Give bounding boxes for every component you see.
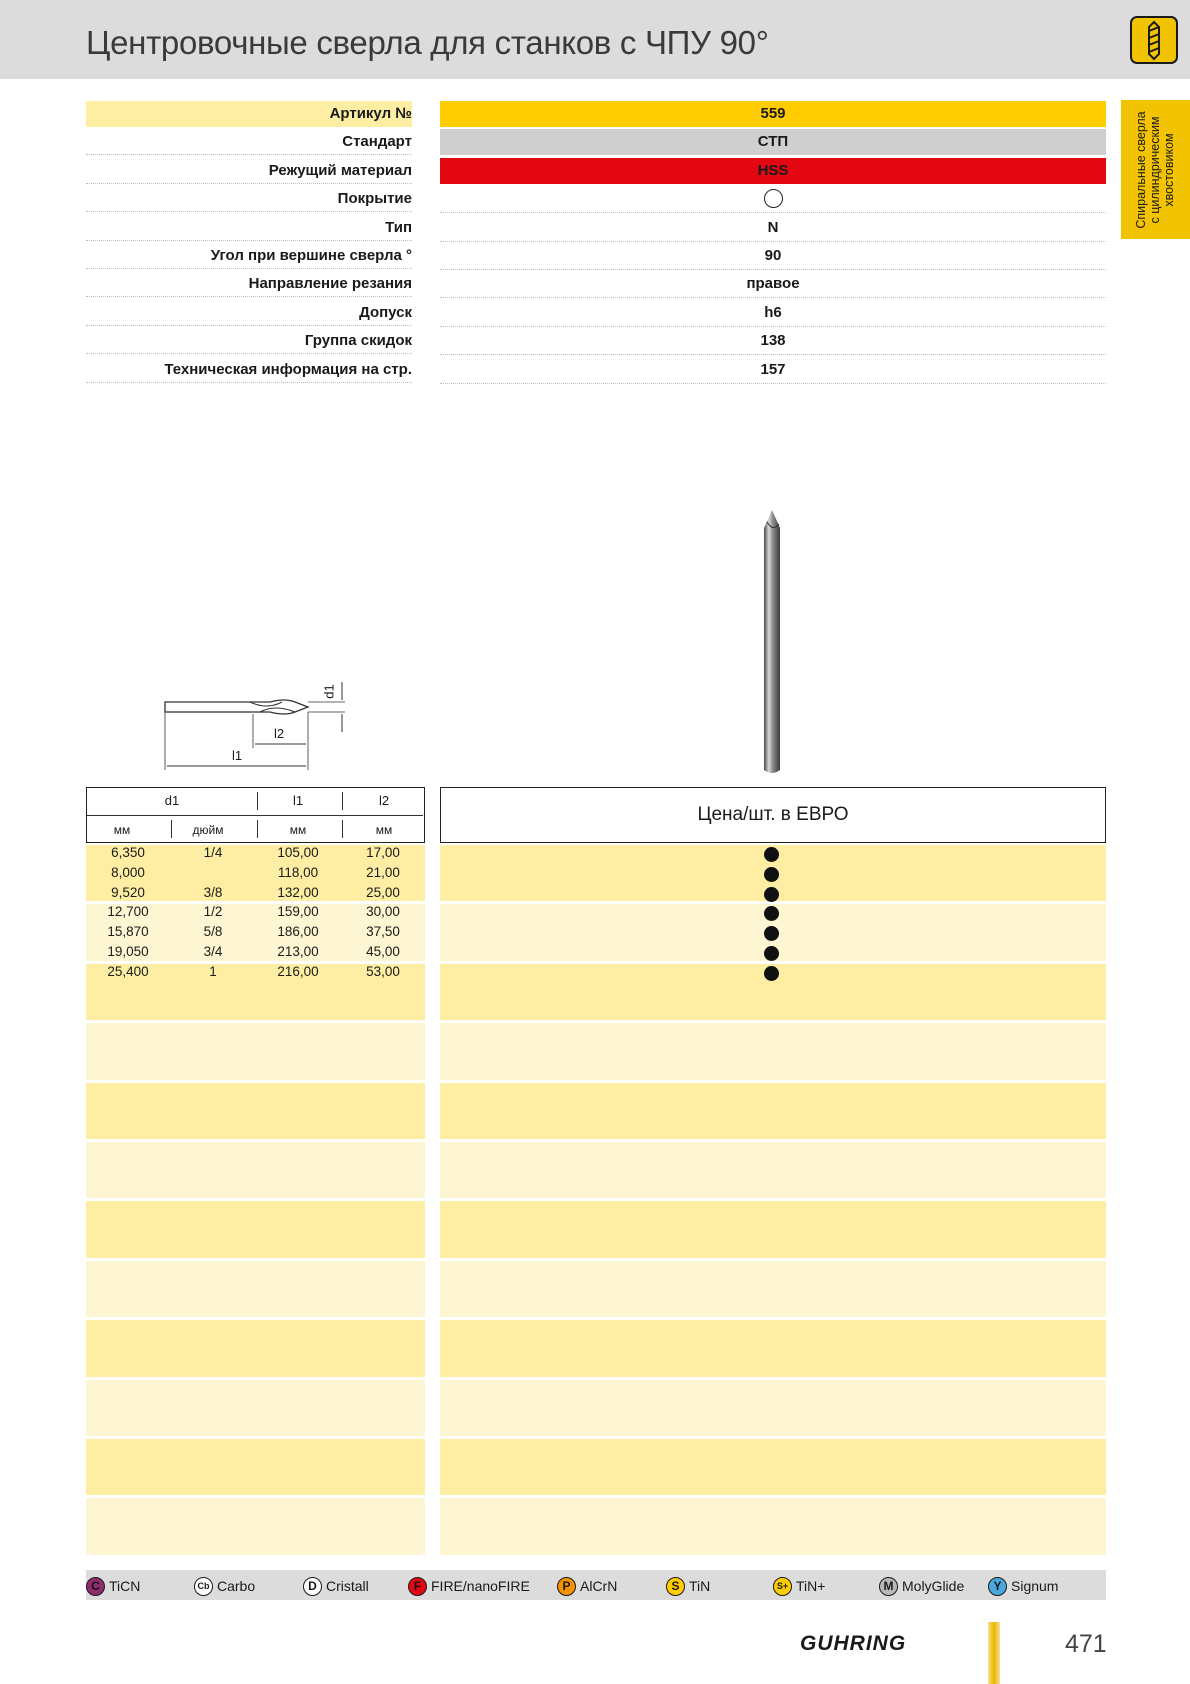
spec-row: [86, 158, 1106, 184]
spec-label: Группа скидок: [86, 328, 412, 354]
table-cell-d1-mm: 8,000: [111, 864, 145, 880]
table-cell-l1: 186,00: [277, 924, 319, 940]
coating-badge-icon: D: [303, 1577, 322, 1596]
spec-label: Тип: [86, 215, 412, 241]
drill-logo-icon: [1130, 16, 1178, 64]
spec-row: [86, 215, 1106, 241]
table-band: [86, 1023, 425, 1079]
table-cell-l2: 25,00: [366, 884, 400, 900]
spec-label: Покрытие: [86, 186, 412, 212]
spec-label: Направление резания: [86, 271, 412, 297]
table-band: [86, 1320, 425, 1376]
table-cell-l1: 159,00: [277, 904, 319, 920]
table-cell-d1-inch: 1/2: [203, 904, 223, 920]
legend-label: TiN: [689, 1578, 711, 1594]
table-band: [86, 1142, 425, 1198]
legend-item: [194, 1576, 255, 1596]
coating-badge-icon: C: [86, 1577, 105, 1596]
table-band: [440, 1261, 1106, 1317]
spec-label: Угол при вершине сверла °: [86, 243, 412, 269]
spec-row: [86, 300, 1106, 326]
spec-row: [86, 243, 1106, 269]
table-cell-d1-mm: 15,870: [107, 924, 149, 940]
spec-value: N: [440, 215, 1106, 242]
table-cell-l2: 17,00: [366, 845, 400, 860]
dimension-table-header: [86, 787, 425, 843]
col-header-l1: l1: [292, 793, 304, 808]
spec-value: 559: [440, 101, 1106, 127]
table-band: [440, 1142, 1106, 1198]
table-cell-l1: 216,00: [277, 963, 319, 979]
spec-row: [86, 186, 1106, 212]
availability-dot-icon: [764, 847, 779, 862]
col-unit-mm: мм: [289, 823, 307, 837]
col-unit-mm: мм: [113, 823, 131, 837]
col-header-l2: l2: [378, 793, 390, 808]
table-band: [440, 1201, 1106, 1257]
legend-item: [86, 1576, 140, 1596]
spec-row: [86, 271, 1106, 297]
legend-label: Cristall: [326, 1578, 369, 1594]
table-band: [86, 1380, 425, 1436]
table-cell-l1: 213,00: [277, 944, 319, 959]
coating-badge-icon: M: [879, 1577, 898, 1596]
table-cell-l2: 45,00: [366, 944, 400, 959]
spec-label: Артикул №: [86, 101, 412, 127]
legend-item: [557, 1576, 617, 1596]
table-cell-l1: 118,00: [277, 864, 319, 880]
spec-value: правое: [440, 271, 1106, 298]
table-cell-d1-mm: 12,700: [107, 904, 149, 920]
table-band: [86, 1439, 425, 1495]
coating-badge-icon: Y: [988, 1577, 1007, 1596]
table-band: [440, 1439, 1106, 1495]
table-cell-d1-inch: 3/4: [203, 944, 223, 959]
table-band: [86, 1083, 425, 1139]
table-band: [440, 1320, 1106, 1376]
coating-badge-icon: F: [408, 1577, 427, 1596]
table-cell-l1: 105,00: [277, 845, 319, 860]
availability-dot-icon: [764, 966, 779, 981]
spec-value: h6: [440, 300, 1106, 327]
col-unit-inch: дюйм: [192, 823, 224, 837]
table-cell-l2: 30,00: [366, 904, 400, 920]
spec-label: Допуск: [86, 300, 412, 326]
dimension-label-l1: l1: [232, 748, 243, 763]
table-band: [440, 1380, 1106, 1436]
table-cell-l2: 53,00: [366, 963, 400, 979]
legend-item: [408, 1576, 530, 1596]
legend-item: [773, 1576, 825, 1596]
legend-item: [879, 1576, 964, 1596]
legend-label: Signum: [1011, 1578, 1059, 1594]
table-band: [86, 1201, 425, 1257]
legend-item: [666, 1576, 710, 1596]
page-header: [0, 0, 1190, 79]
legend-label: FIRE/nanoFIRE: [431, 1578, 530, 1594]
legend-label: MolyGlide: [902, 1578, 965, 1594]
spec-value: 157: [440, 357, 1106, 384]
legend-label: TiCN: [109, 1578, 141, 1594]
empty-circle-icon: [764, 189, 783, 208]
spec-value: 138: [440, 328, 1106, 355]
table-band: [440, 1023, 1106, 1079]
page-number: 471: [1065, 1630, 1107, 1658]
availability-dot-icon: [764, 946, 779, 961]
coating-badge-icon: P: [557, 1577, 576, 1596]
table-cell-l2: 21,00: [366, 864, 400, 880]
legend-label: TiN+: [796, 1578, 826, 1594]
table-cell-d1-mm: 9,520: [111, 884, 145, 900]
spec-label: Техническая информация на стр.: [86, 357, 412, 383]
category-side-tab[interactable]: [1121, 100, 1190, 239]
table-band: [86, 1498, 425, 1554]
spec-row: [86, 101, 1106, 127]
spec-value: [440, 186, 1106, 213]
spec-label: Стандарт: [86, 129, 412, 155]
table-cell-d1-inch: 5/8: [203, 924, 223, 940]
legend-label: Carbo: [217, 1578, 256, 1594]
availability-dot-icon: [764, 867, 779, 882]
category-side-tab-label: Спиральные сверла с цилиндрическим хвостовиком: [1134, 111, 1176, 229]
table-band: [440, 1083, 1106, 1139]
table-cell-d1-inch: 1/4: [203, 845, 223, 860]
table-band: [86, 1261, 425, 1317]
col-header-d1: d1: [164, 793, 180, 808]
availability-dot-icon: [764, 887, 779, 902]
col-unit-mm: мм: [375, 823, 393, 837]
coating-badge-icon: S+: [773, 1577, 792, 1596]
table-cell-d1-mm: 19,050: [107, 944, 149, 959]
table-cell-l2: 37,50: [366, 924, 400, 940]
table-cell-d1-inch: 3/8: [203, 884, 223, 900]
dimension-label-d1: d1: [321, 684, 337, 699]
table-cell-d1-mm: 6,350: [111, 845, 145, 860]
coating-badge-icon: S: [666, 1577, 685, 1596]
spec-value: 90: [440, 243, 1106, 270]
legend-label: AlCrN: [580, 1578, 618, 1594]
page-title: Центровочные сверла для станков с ЧПУ 90°: [86, 24, 769, 61]
spec-row: [86, 328, 1106, 354]
coating-badge-icon: Cb: [194, 1577, 213, 1596]
price-column-header: Цена/шт. в ЕВРО: [440, 787, 1106, 843]
legend-item: [988, 1576, 1058, 1596]
spec-label: Режущий материал: [86, 158, 412, 184]
drill-product-image: [757, 508, 787, 776]
footer-accent-bar: [988, 1622, 1000, 1684]
legend-item: [303, 1576, 369, 1596]
spec-row: [86, 357, 1106, 383]
spec-value: HSS: [440, 158, 1106, 184]
table-cell-d1-mm: 25,400: [107, 963, 149, 979]
dimension-label-l2: l2: [274, 726, 285, 741]
table-band: [440, 1498, 1106, 1554]
table-cell-d1-inch: 1: [209, 963, 217, 979]
spec-value: СТП: [440, 129, 1106, 155]
spec-row: [86, 129, 1106, 155]
brand-logo: GUHRING: [800, 1632, 907, 1655]
table-cell-l1: 132,00: [277, 884, 319, 900]
